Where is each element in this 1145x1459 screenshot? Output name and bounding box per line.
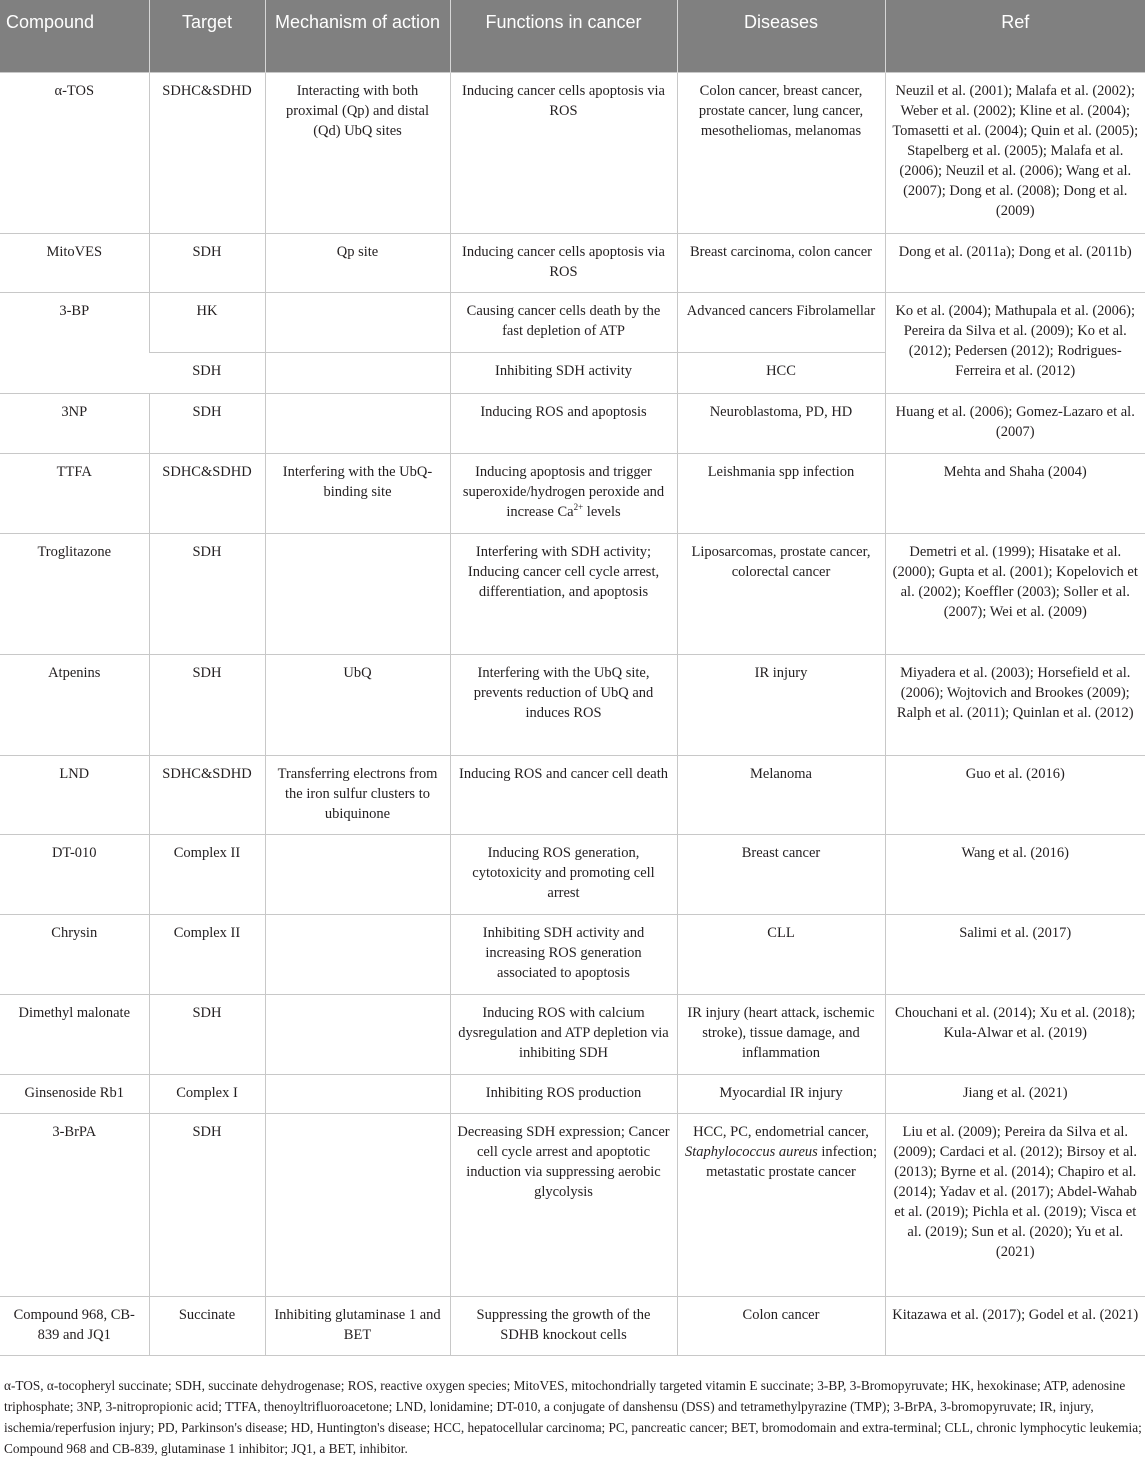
cell-functions: Decreasing SDH expression; Cancer cell cycle arrest and apoptotic induction via suppressing aerobic glycolysis <box>450 1113 677 1296</box>
table-row <box>0 453 1145 533</box>
cell-compound: 3-BP <box>0 292 149 393</box>
table-row <box>0 834 1145 914</box>
cell-target: SDHC&SDHD <box>149 72 265 233</box>
cell-ref: Liu et al. (2009); Pereira da Silva et al. (2009); Cardaci et al. (2012); Birsoy et al. (2013); Byrne et al. (2014); Chapiro et al. (2014); Yadav et al. (2017); Abdel-Wahab et al. (2019); Pichla et al. (2019); Visca et al. (2019); Sun et al. (2020); Yu et al. (2021) <box>885 1113 1145 1296</box>
cell-diseases: Myocardial IR injury <box>677 1074 885 1113</box>
cell-diseases: CLL <box>677 914 885 994</box>
cell-diseases <box>677 1113 885 1296</box>
cell-ref: Demetri et al. (1999); Hisatake et al. (2000); Gupta et al. (2001); Kopelovich et al. (2002); Koeffler (2003); Soller et al. (2007); Wei et al. (2009) <box>885 533 1145 654</box>
cell-functions: Interfering with SDH activity; Inducing cancer cell cycle arrest, differentiation, and apoptosis <box>450 533 677 654</box>
cell-mechanism: Transferring electrons from the iron sulfur clusters to ubiquinone <box>265 755 450 834</box>
cell-target: SDHC&SDHD <box>149 453 265 533</box>
cell-target: Complex II <box>149 834 265 914</box>
cell-functions: Causing cancer cells death by the fast depletion of ATP <box>450 292 677 352</box>
cell-functions: Interfering with the UbQ site, prevents reduction of UbQ and induces ROS <box>450 654 677 755</box>
cell-diseases: Breast carcinoma, colon cancer <box>677 233 885 292</box>
cell-target: Succinate <box>149 1296 265 1355</box>
cell-functions: Inducing cancer cells apoptosis via ROS <box>450 72 677 233</box>
cell-mechanism <box>265 994 450 1074</box>
cell-functions: Inhibiting SDH activity <box>450 352 677 393</box>
cell-ref: Jiang et al. (2021) <box>885 1074 1145 1113</box>
cell-compound: α-TOS <box>0 72 149 233</box>
cell-mechanism <box>265 1074 450 1113</box>
diseases-text-end: infection; metastatic prostate cancer <box>706 1143 877 1180</box>
table-row <box>0 393 1145 453</box>
cell-target: HK <box>149 292 265 352</box>
cell-compound: Ginsenoside Rb1 <box>0 1074 149 1113</box>
cell-ref: Guo et al. (2016) <box>885 755 1145 834</box>
cell-ref: Kitazawa et al. (2017); Godel et al. (2021) <box>885 1296 1145 1355</box>
cell-mechanism <box>265 393 450 453</box>
cell-compound: Chrysin <box>0 914 149 994</box>
cell-functions: Inducing ROS and apoptosis <box>450 393 677 453</box>
table-row <box>0 914 1145 994</box>
cell-compound: LND <box>0 755 149 834</box>
header-functions: Functions in cancer <box>450 0 677 72</box>
cell-mechanism: UbQ <box>265 654 450 755</box>
cell-target: Complex II <box>149 914 265 994</box>
cell-mechanism: Inhibiting glutaminase 1 and BET <box>265 1296 450 1355</box>
cell-diseases: IR injury (heart attack, ischemic stroke), tissue damage, and inflammation <box>677 994 885 1074</box>
cell-diseases: Leishmania spp infection <box>677 453 885 533</box>
header-diseases: Diseases <box>677 0 885 72</box>
cell-ref: Mehta and Shaha (2004) <box>885 453 1145 533</box>
species-name: Staphylococcus aureus <box>685 1143 818 1160</box>
cell-ref: Neuzil et al. (2001); Malafa et al. (2002); Weber et al. (2002); Kline et al. (2004); Tomasetti et al. (2004); Quin et al. (2005); Stapelberg et al. (2005); Malafa et al. (2006); Neuzil et al. (2006); Wang et al. (2007); Dong et al. (2008); Dong et al. (2009) <box>885 72 1145 233</box>
header-mechanism: Mechanism of action <box>265 0 450 72</box>
cell-diseases: HCC <box>677 352 885 393</box>
cell-mechanism <box>265 914 450 994</box>
cell-functions: Inducing ROS and cancer cell death <box>450 755 677 834</box>
table-footnote: α-TOS, α-tocopheryl succinate; SDH, succinate dehydrogenase; ROS, reactive oxygen species; MitoVES, mitochondrially targeted vitamin E succinate; 3-BP, 3-Bromopyruvate; HK, hexokinase; ATP, adenosine triphosphate; 3NP, 3-nitropropionic acid; TTFA, thenoyltrifluoroacetone; LND, lonidamine; DT-010, a conjugate of danshensu (DSS) and tetramethylpyrazine (TMP); 3-BrPA, 3-bromopyruvate; IR, injury, ischemia/reperfusion injury; PD, Parkinson's disease; HD, Huntington's disease; HCC, hepatocellular carcinoma; PC, pancreatic cancer; BET, bromodomain and extra-terminal; CLL, chronic lymphocytic leukemia; Compound 968 and CB-839, glutaminase 1 inhibitor; JQ1, a BET, inhibitor. <box>4 1378 1142 1456</box>
cell-ref: Chouchani et al. (2014); Xu et al. (2018); Kula-Alwar et al. (2019) <box>885 994 1145 1074</box>
cell-mechanism: Interfering with the UbQ-binding site <box>265 453 450 533</box>
cell-mechanism <box>265 352 450 393</box>
cell-target: SDH <box>149 352 265 393</box>
cell-functions: Inhibiting ROS production <box>450 1074 677 1113</box>
cell-target: SDH <box>149 654 265 755</box>
table-header-row <box>0 0 1145 72</box>
cell-diseases: Liposarcomas, prostate cancer, colorectal cancer <box>677 533 885 654</box>
cell-diseases: Neuroblastoma, PD, HD <box>677 393 885 453</box>
table-row <box>0 994 1145 1074</box>
header-ref: Ref <box>885 0 1145 72</box>
table-row <box>0 755 1145 834</box>
cell-target: Complex I <box>149 1074 265 1113</box>
cell-diseases: Breast cancer <box>677 834 885 914</box>
cell-functions: Inducing cancer cells apoptosis via ROS <box>450 233 677 292</box>
cell-compound: 3-BrPA <box>0 1113 149 1296</box>
cell-diseases: Colon cancer <box>677 1296 885 1355</box>
cell-ref: Wang et al. (2016) <box>885 834 1145 914</box>
cell-mechanism: Interacting with both proximal (Qp) and distal (Qd) UbQ sites <box>265 72 450 233</box>
cell-diseases: Colon cancer, breast cancer, prostate cancer, lung cancer, mesotheliomas, melanomas <box>677 72 885 233</box>
table-row <box>0 72 1145 233</box>
cell-compound: 3NP <box>0 393 149 453</box>
cell-compound: DT-010 <box>0 834 149 914</box>
cell-ref: Dong et al. (2011a); Dong et al. (2011b) <box>885 233 1145 292</box>
header-target: Target <box>149 0 265 72</box>
cell-functions: Suppressing the growth of the SDHB knockout cells <box>450 1296 677 1355</box>
cell-functions: Inhibiting SDH activity and increasing ROS generation associated to apoptosis <box>450 914 677 994</box>
cell-compound: Compound 968, CB-839 and JQ1 <box>0 1296 149 1355</box>
cell-mechanism <box>265 1113 450 1296</box>
functions-text: Inducing apoptosis and trigger superoxide/hydrogen peroxide and increase Ca <box>462 463 665 520</box>
table-row <box>0 233 1145 292</box>
calcium-charge-superscript: 2+ <box>573 501 584 512</box>
header-compound: Compound <box>0 0 149 72</box>
cell-functions: Inducing ROS generation, cytotoxicity and promoting cell arrest <box>450 834 677 914</box>
cell-target: SDH <box>149 393 265 453</box>
cell-ref: Huang et al. (2006); Gomez-Lazaro et al. (2007) <box>885 393 1145 453</box>
table-row <box>0 654 1145 755</box>
table-row <box>0 292 1145 352</box>
cell-target: SDHC&SDHD <box>149 755 265 834</box>
cell-target: SDH <box>149 533 265 654</box>
table-row <box>0 533 1145 654</box>
cell-mechanism: Qp site <box>265 233 450 292</box>
cell-functions <box>450 453 677 533</box>
cell-ref: Salimi et al. (2017) <box>885 914 1145 994</box>
cell-target: SDH <box>149 233 265 292</box>
table-row <box>0 1113 1145 1296</box>
cell-compound: Troglitazone <box>0 533 149 654</box>
cell-diseases: Advanced cancers Fibrolamellar <box>677 292 885 352</box>
cell-compound: Dimethyl malonate <box>0 994 149 1074</box>
cell-compound: MitoVES <box>0 233 149 292</box>
diseases-text: HCC, PC, endometrial cancer, <box>693 1123 869 1140</box>
cell-mechanism <box>265 292 450 352</box>
cell-mechanism <box>265 834 450 914</box>
cell-compound: TTFA <box>0 453 149 533</box>
table-row <box>0 1296 1145 1355</box>
cell-compound: Atpenins <box>0 654 149 755</box>
cell-diseases: Melanoma <box>677 755 885 834</box>
cell-ref: Ko et al. (2004); Mathupala et al. (2006); Pereira da Silva et al. (2009); Ko et al. (2012); Pedersen (2012); Rodrigues-Ferreira et al. (2012) <box>885 292 1145 393</box>
cell-target: SDH <box>149 1113 265 1296</box>
cell-diseases: IR injury <box>677 654 885 755</box>
table-row <box>0 1074 1145 1113</box>
cell-mechanism <box>265 533 450 654</box>
cell-functions: Inducing ROS with calcium dysregulation and ATP depletion via inhibiting SDH <box>450 994 677 1074</box>
cell-ref: Miyadera et al. (2003); Horsefield et al. (2006); Wojtovich and Brookes (2009); Ralph et al. (2011); Quinlan et al. (2012) <box>885 654 1145 755</box>
cell-target: SDH <box>149 994 265 1074</box>
functions-text-end: levels <box>583 503 621 520</box>
